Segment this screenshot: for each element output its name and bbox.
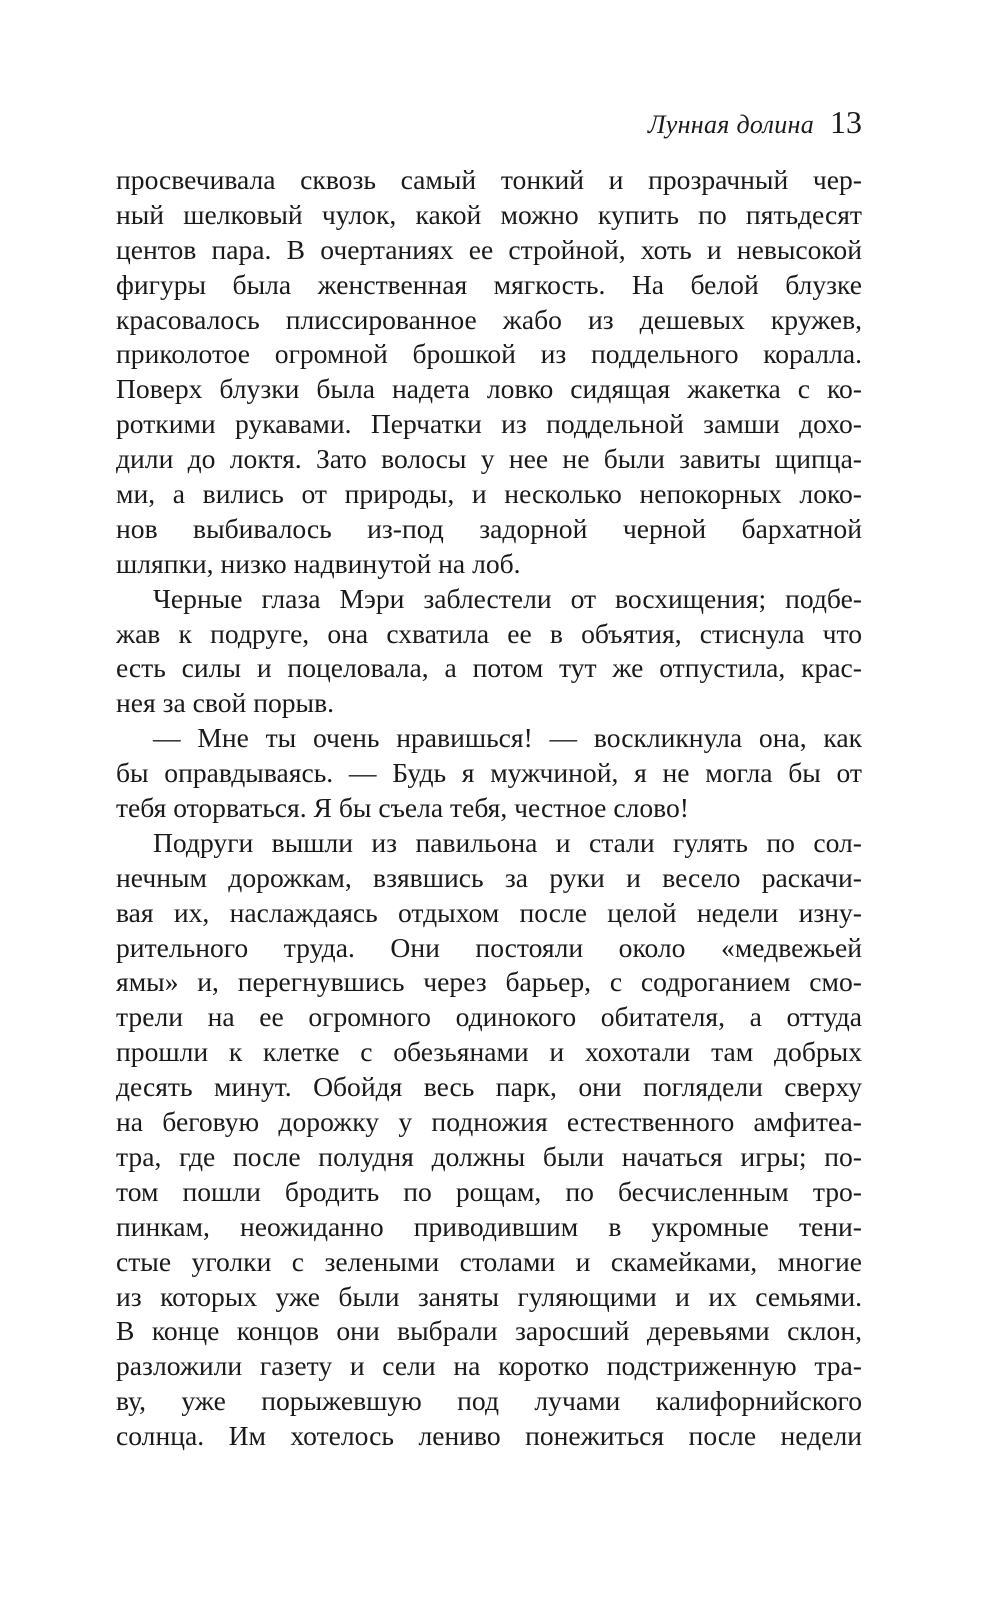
text-line: ми, а вились от природы, и несколько непокорных локо- bbox=[116, 478, 862, 510]
text-line: пинкам, неожиданно приводившим в укромные тени- bbox=[116, 1210, 862, 1242]
text-line: рительного труда. Они постояли около «медвежьей bbox=[116, 931, 862, 963]
text-line: нечным дорожкам, взявшись за руки и весело раскачи- bbox=[116, 861, 862, 893]
text-line: солнца. Им хотелось лениво понежиться после недели bbox=[116, 1420, 862, 1452]
running-title: Лунная долина bbox=[647, 110, 814, 139]
paragraph bbox=[116, 826, 862, 1454]
text-line: нов выбивалось из-под задорной черной бархатной bbox=[116, 512, 862, 544]
text-line: — Мне ты очень нравишься! — воскликнула она, как bbox=[153, 722, 862, 754]
paragraph bbox=[116, 582, 862, 722]
text-line: вая их, наслаждаясь отдыхом после целой недели изну- bbox=[116, 896, 862, 928]
text-line: прошли к клетке с обезьянами и хохотали там добрых bbox=[116, 1036, 862, 1068]
text-line: ямы» и, перегнувшись через барьер, с содроганием смо- bbox=[116, 966, 862, 998]
text-line: фигуры была женственная мягкость. На белой блузке bbox=[116, 268, 862, 300]
text-line: красовалось плиссированное жабо из дешевых кружев, bbox=[116, 303, 862, 335]
text-line: на беговую дорожку у подножия естественного амфитеа- bbox=[116, 1106, 862, 1138]
text-line: центов пара. В очертаниях ее стройной, хоть и невысокой bbox=[116, 233, 862, 265]
text-line: просвечивала сквозь самый тонкий и прозрачный чер- bbox=[116, 164, 862, 195]
text-line: тебя оторваться. Я бы съела тебя, честное слово! bbox=[116, 792, 689, 824]
paragraph bbox=[116, 163, 862, 582]
text-line: стые уголки с зелеными столами и скамейками, многие bbox=[116, 1245, 862, 1277]
text-line: нея за свой порыв. bbox=[116, 687, 335, 719]
text-line: шляпки, низко надвинутой на лоб. bbox=[116, 547, 521, 579]
text-line: из которых уже были заняты гуляющими и их семьями. bbox=[116, 1280, 862, 1312]
text-line: тра, где после полудня должны были начаться игры; по- bbox=[116, 1140, 862, 1172]
page-number: 13 bbox=[830, 104, 862, 140]
text-line: жав к подруге, она схватила ее в объятия, стиснула что bbox=[116, 617, 862, 649]
text-line: трели на ее огромного одинокого обитателя, а оттуда bbox=[116, 1001, 862, 1033]
text-line: приколотое огромной брошкой из поддельного коралла. bbox=[116, 338, 862, 370]
text-line: ву, уже порыжевшую под лучами калифорнийского bbox=[116, 1385, 862, 1417]
text-line: ный шелковый чулок, какой можно купить по пятьдесят bbox=[116, 198, 862, 230]
text-line: том пошли бродить по рощам, по бесчисленным тро- bbox=[116, 1175, 862, 1207]
text-line: роткими рукавами. Перчатки из поддельной замши дохо- bbox=[116, 408, 862, 440]
text-line: разложили газету и сели на коротко подстриженную тра- bbox=[116, 1350, 862, 1382]
body-text bbox=[116, 163, 862, 1454]
text-line: есть силы и поцеловала, а потом тут же отпустила, крас- bbox=[116, 652, 862, 684]
text-line: бы оправдываясь. — Будь я мужчиной, я не могла бы от bbox=[116, 757, 862, 789]
text-line: дили до локтя. Зато волосы у нее не были завиты щипца- bbox=[116, 443, 862, 475]
paragraph bbox=[116, 721, 862, 826]
text-line: Поверх блузки была надета ловко сидящая жакетка с ко- bbox=[116, 373, 862, 405]
text-line: десять минут. Обойдя весь парк, они поглядели сверху bbox=[116, 1071, 862, 1103]
text-line: Черные глаза Мэри заблестели от восхищения; подбе- bbox=[153, 582, 862, 614]
running-header bbox=[116, 100, 862, 151]
text-line: В конце концов они выбрали заросший деревьями склон, bbox=[116, 1315, 862, 1347]
text-line: Подруги вышли из павильона и стали гулять по сол- bbox=[153, 826, 862, 858]
